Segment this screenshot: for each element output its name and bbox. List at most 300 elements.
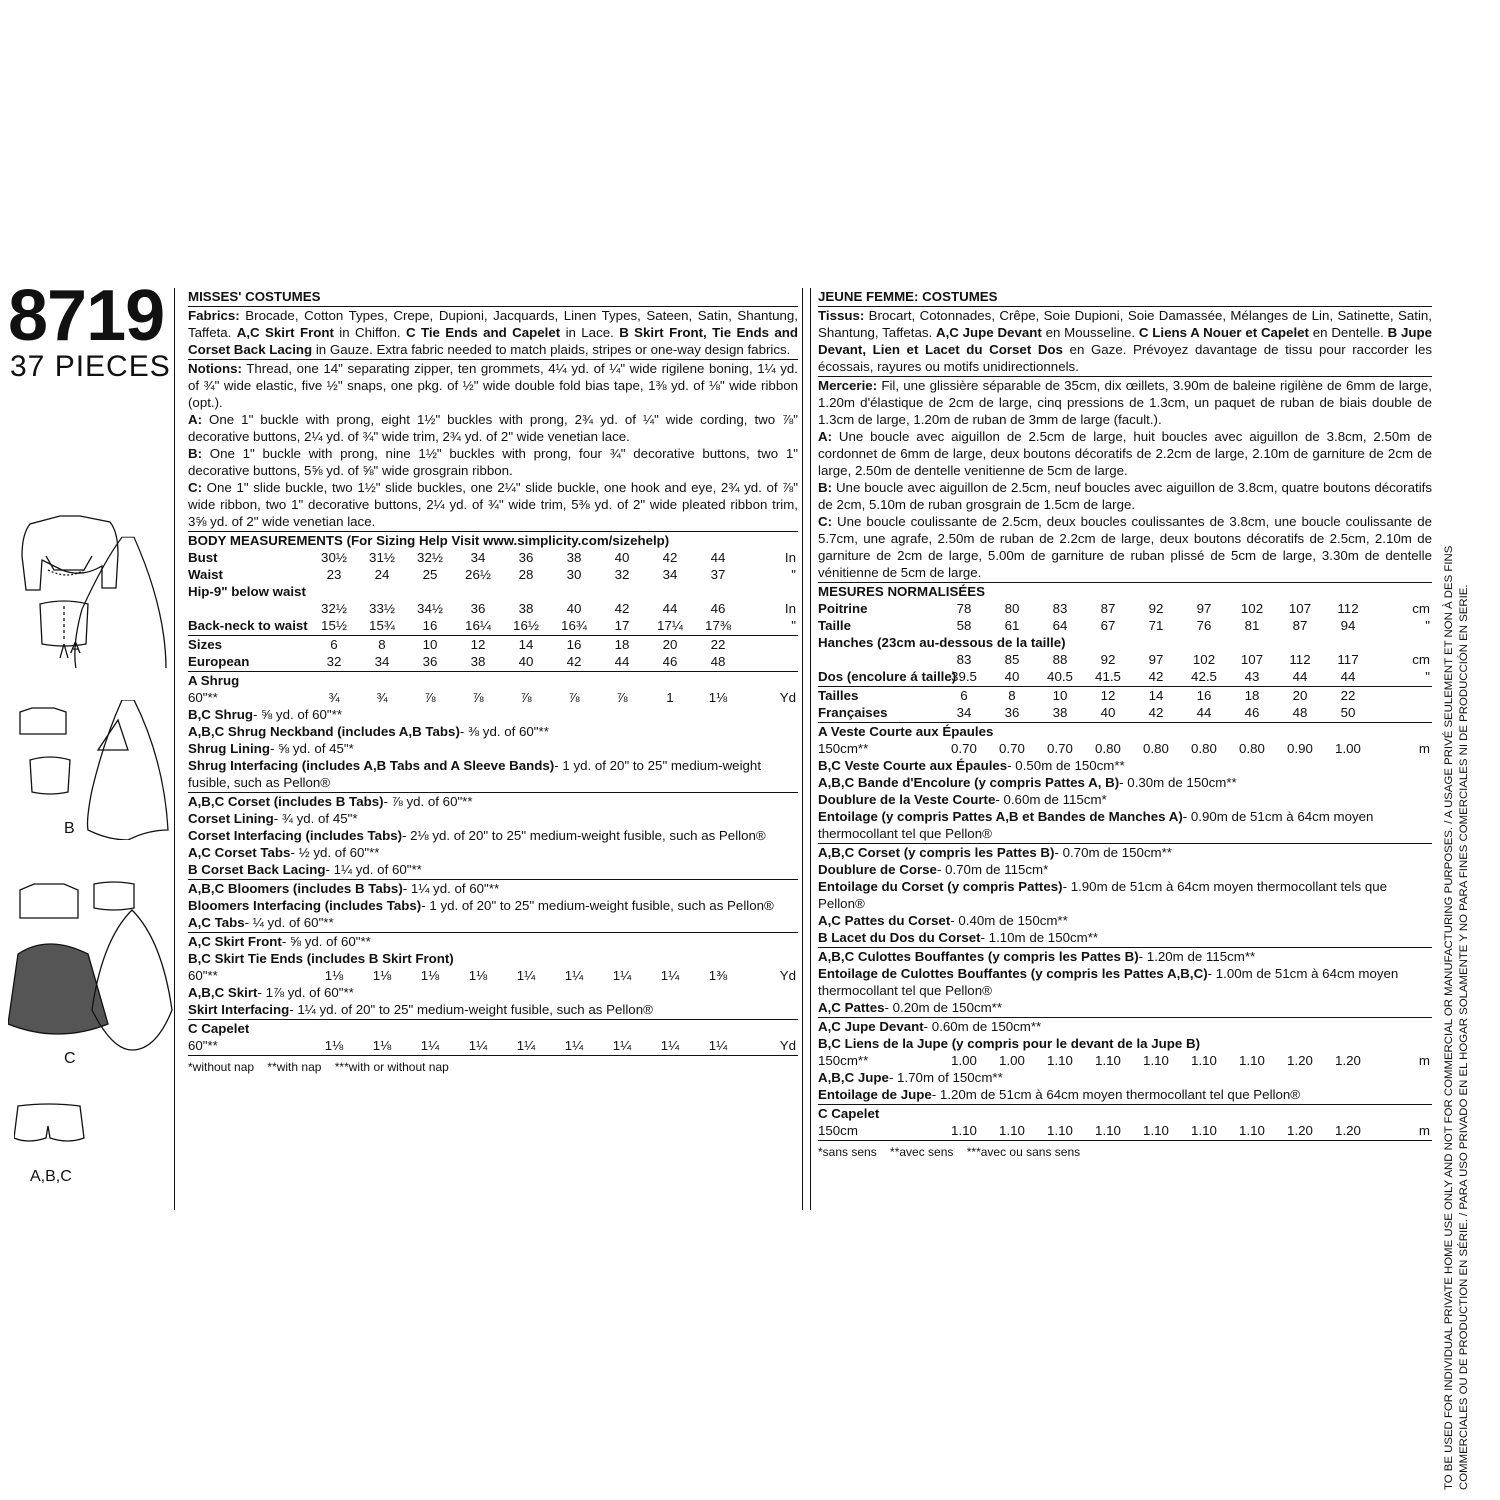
capelet-title: C Capelet [818, 1106, 880, 1121]
row-value: 1⅛ [468, 968, 488, 983]
row-value: 87 [1292, 618, 1308, 633]
row-value: 34 [470, 550, 486, 565]
body-text: - ⅝ yd. of 60"** [281, 934, 371, 949]
row-value: 107 [1288, 601, 1312, 616]
row-value: 61 [1004, 618, 1020, 633]
row-unit: Yd [779, 968, 796, 983]
corset-line [818, 929, 1432, 946]
row-label: 150cm** [818, 1053, 869, 1068]
row-value: 36 [470, 601, 486, 616]
row-unit: m [1418, 741, 1430, 756]
hip-row [188, 600, 798, 617]
row-value: 18 [614, 637, 630, 652]
bold-label: Tissus: [818, 308, 865, 323]
bloomers-line [188, 880, 798, 897]
back-neck-row [818, 668, 1432, 685]
row-value: 44 [710, 550, 726, 565]
row-value: 26½ [465, 567, 491, 582]
bust-row [188, 549, 798, 566]
notions-text [188, 411, 798, 445]
bold-label: A: [818, 429, 833, 444]
row-value: 20 [1292, 688, 1308, 703]
bold-label: C: [188, 480, 203, 495]
skirt-tie-row [818, 1052, 1432, 1069]
body-text: - ¼ yd. of 60"** [244, 915, 334, 930]
corset-block [188, 793, 798, 880]
row-value: 107 [1240, 652, 1264, 667]
corset-line [818, 912, 1432, 929]
row-value: 76 [1196, 618, 1212, 633]
bold-label: A,B,C Culottes Bouffantes (y compris les Pattes B) [818, 949, 1139, 964]
row-value: 46 [662, 654, 678, 669]
row-value: 1⅜ [708, 968, 728, 983]
skirt-line [188, 984, 798, 1001]
body-text: - ½ yd. of 60"** [290, 845, 380, 860]
sizes-block [818, 687, 1432, 723]
shrug-title: A Shrug [188, 673, 240, 688]
view-b-illustration [8, 700, 178, 840]
row-value: 1¼ [516, 1038, 536, 1053]
row-value: 32 [614, 567, 630, 582]
body-measurements-title: BODY MEASUREMENTS (For Sizing Help Visit www.simplicity.com/sizehelp) [188, 533, 670, 548]
row-value: 67 [1100, 618, 1116, 633]
body-text: Une boucle avec aiguillon de 2.5cm de large, huit boucles avec aiguillon de 3.8cm, 2.50m de cordonnet de 6mm de large, deux boutons décoratifs de 2.2cm de large, 2.10m de garniture de 2cm de large, 2.50m de dentelle venitienne de 5cm de large. [818, 429, 1432, 478]
row-value: ¾ [376, 690, 388, 705]
row-value: ¾ [328, 690, 340, 705]
row-value: 15½ [321, 618, 347, 633]
body-text: One 1" slide buckle, two 1½" slide buckles, one 2¼" slide buckle, one hook and eye, 2¾ yd. of ⅞" wide ribbon, two 1" decorative buttons, 2¼ yd. of ¾" wide trim, 5⅜ yd. of 2" wide pleated ribbon trim, 3⅝ yd. of 2" wide venetian lace. [188, 480, 798, 529]
row-value: 1¼ [564, 1038, 584, 1053]
body-text: - 0.90m de 51cm à 64cm moyen thermocollant tel que Pellon® [818, 809, 1374, 841]
view-a-illustration [8, 288, 178, 668]
hip-row [818, 651, 1432, 668]
body-text: - 0.60m de 150cm** [923, 1019, 1042, 1034]
row-value: 38 [470, 654, 486, 669]
row-value: 1⅛ [372, 1038, 392, 1053]
shrug-block [188, 672, 798, 793]
row-value: 1.20 [1335, 1123, 1361, 1138]
row-value: 28 [518, 567, 534, 582]
row-value: 16¼ [465, 618, 491, 633]
row-value: 1.10 [1239, 1053, 1265, 1068]
skirt-line [818, 1086, 1432, 1103]
bloomers-line [818, 948, 1432, 965]
row-value: 40 [518, 654, 534, 669]
corset-line [818, 861, 1432, 878]
row-label: 150cm** [818, 741, 869, 756]
bold-label: A,B,C Bloomers (includes B Tabs) [188, 881, 403, 896]
row-value: 41.5 [1095, 669, 1121, 684]
bold-label: A,B,C Corset (includes B Tabs) [188, 794, 384, 809]
bloomers-block [818, 948, 1432, 1018]
section-title [188, 288, 798, 307]
column-title: JEUNE FEMME: COSTUMES [818, 289, 998, 304]
row-unit: In [784, 601, 796, 616]
row-value: 15¾ [369, 618, 395, 633]
pattern-number: 8719 [8, 276, 165, 356]
bold-label: Corset Lining [188, 811, 274, 826]
body-text: - 1.00m de 51cm à 64cm moyen thermocollant tel que Pellon® [818, 966, 1399, 998]
row-value: 46 [1244, 705, 1260, 720]
row-value: 1¼ [660, 1038, 680, 1053]
corset-line [188, 844, 798, 861]
bloomers-line [188, 914, 798, 931]
row-value: 1⅛ [420, 968, 440, 983]
row-value: 37 [710, 567, 726, 582]
capelet-block [818, 1105, 1432, 1141]
row-value: 1.10 [1047, 1053, 1073, 1068]
bold-label: A,B,C Bande d'Encolure (y compris Pattes A, B) [818, 775, 1120, 790]
bold-label: Fabrics: [188, 308, 240, 323]
row-label: 150cm [818, 1123, 858, 1138]
bold-label: A,B,C Skirt [188, 985, 258, 1000]
shrug-line [188, 723, 798, 740]
bold-label: A,C Pattes du Corset [818, 913, 951, 928]
row-value: 1¼ [708, 1038, 728, 1053]
row-value: 78 [956, 601, 972, 616]
body-text: - 1.70m of 150cm** [888, 1070, 1003, 1085]
bold-label: Entoilage (y compris Pattes A,B et Bandes de Manches A) [818, 809, 1183, 824]
row-value: 1.10 [1143, 1123, 1169, 1138]
row-value: 32½ [321, 601, 347, 616]
row-label: 60"** [188, 1038, 218, 1053]
shrug-line [818, 774, 1432, 791]
row-value: 14 [1148, 688, 1164, 703]
row-value: 44 [662, 601, 678, 616]
bold-label: A,B,C Corset (y compris les Pattes B) [818, 845, 1055, 860]
column-title: MISSES' COSTUMES [188, 289, 321, 304]
row-value: 97 [1196, 601, 1212, 616]
shrug-line [818, 791, 1432, 808]
row-value: 42 [614, 601, 630, 616]
row-value: 102 [1192, 652, 1216, 667]
bold-label: Doublure de la Veste Courte [818, 792, 996, 807]
shrug-yardage-row [188, 689, 798, 706]
bloomers-line [188, 897, 798, 914]
row-value: 42.5 [1191, 669, 1217, 684]
bold-label: B: [818, 480, 833, 495]
row-value: 17¼ [657, 618, 683, 633]
row-value: 0.80 [1239, 741, 1265, 756]
body-text: Fil, une glissière séparable de 35cm, dix œillets, 3.90m de baleine rigilène de 6mm de large, 1.20m d'élastique de 2cm de large, cinq pressions de 1.3cm, un paquet de ruban de biais double de 1.3cm de large, 1.20m de ruban de 3mm de large (facult.). [818, 378, 1432, 427]
row-value: 32½ [417, 550, 443, 565]
skirt-block [818, 1018, 1432, 1105]
row-value: 102 [1240, 601, 1264, 616]
french-section [818, 288, 1432, 1161]
row-value: 34 [662, 567, 678, 582]
row-value: 1¼ [420, 1038, 440, 1053]
row-value: 1.10 [1191, 1053, 1217, 1068]
row-value: 18 [1244, 688, 1260, 703]
bold-label: B,C Veste Courte aux Épaules [818, 758, 1008, 773]
bold-label: Entoilage de Culottes Bouffantes (y compris les Pattes A,B,C) [818, 966, 1208, 981]
body-text: - 0.60m de 115cm* [995, 792, 1107, 807]
bold-label: B Jupe Devant, Lien et Lacet du Corset Dos [818, 325, 1433, 357]
body-measurements-title: MESURES NORMALISÉES [818, 584, 985, 599]
body-text: Une boucle coulissante de 2.5cm, deux boucles coulissantes de 3.8cm, une boucle coulissante de 5.7cm, une agrafe, 2.50m de ruban de 2.2cm de large, deux boutons décoratifs de 2.5cm, 2.10m de garniture de 2cm de large, 5.00m de garniture de ruban plissé de 5cm de large, 3.30m de dentelle vénitienne de 5cm de large. [818, 514, 1432, 580]
row-value: 1⅛ [324, 968, 344, 983]
row-label: Françaises [818, 705, 888, 720]
waist-row [188, 566, 798, 583]
row-value: 1.00 [951, 1053, 977, 1068]
bold-label: C Tie Ends and Capelet [405, 325, 561, 340]
row-unit: cm [1412, 652, 1430, 667]
section-title [818, 288, 1432, 307]
body-text: - ⅝ yd. of 45"* [269, 741, 354, 756]
bold-label: Shrug Lining [188, 741, 270, 756]
row-value: 43 [1244, 669, 1260, 684]
row-value: 30 [566, 567, 582, 582]
row-value: 1.00 [999, 1053, 1025, 1068]
row-value: 64 [1052, 618, 1068, 633]
row-value: 0.90 [1287, 741, 1313, 756]
row-label: European [188, 654, 250, 669]
row-value: 92 [1100, 652, 1116, 667]
body-measurements [818, 583, 1432, 687]
bust-row [818, 600, 1432, 617]
bold-label: A,C Tabs [188, 915, 245, 930]
row-value: 87 [1100, 601, 1116, 616]
row-value: ⅞ [424, 690, 436, 705]
row-value: 1.10 [951, 1123, 977, 1138]
bold-label: Doublure de Corse [818, 862, 937, 877]
row-value: 80 [1004, 601, 1020, 616]
row-value: 20 [662, 637, 678, 652]
body-text: - ⅞ yd. of 60"** [383, 794, 473, 809]
body-text: - 1 yd. of 20" to 25" medium-weight fusible, such as Pellon® [188, 758, 762, 790]
body-text: Thread, one 14" separating zipper, ten grommets, 4¼ yd. of ¼" wide rigilene boning, 1¼ yd. of ¾" wide elastic, five ½" snaps, one pkg. of ½" wide double fold bias tape, 1⅜ yd. of ⅛" wide ribbon (opt.). [188, 361, 798, 410]
view-label-abc: A,B,C [30, 1168, 72, 1185]
shrug-title: A Veste Courte aux Épaules [818, 724, 994, 739]
row-value: 71 [1148, 618, 1164, 633]
body-text: en Mousseline. [1041, 325, 1139, 340]
capelet-row [818, 1122, 1432, 1139]
row-unit: In [784, 550, 796, 565]
notions-text [818, 428, 1432, 479]
row-value: 12 [1100, 688, 1116, 703]
row-value: 34½ [417, 601, 443, 616]
english-section [188, 288, 798, 1076]
skirt-tie-title: B,C Skirt Tie Ends (includes B Skirt Front) [188, 951, 454, 966]
row-value: 0.80 [1191, 741, 1217, 756]
row-value: 1.20 [1287, 1053, 1313, 1068]
row-value: 36 [1004, 705, 1020, 720]
bloomers-line [818, 999, 1432, 1016]
row-value: 44 [614, 654, 630, 669]
bold-label: A,C Skirt Front [236, 325, 334, 340]
body-text: - 2⅛ yd. of 20" to 25" medium-weight fusible, such as Pellon® [402, 828, 766, 843]
row-value: 112 [1289, 652, 1311, 667]
skirt-line [188, 1001, 798, 1018]
row-value: 16½ [513, 618, 539, 633]
row-value: 17 [614, 618, 630, 633]
body-text: in Lace. [560, 325, 620, 340]
row-value: 10 [422, 637, 438, 652]
row-value: 42 [1148, 705, 1164, 720]
sizes-block [188, 636, 798, 672]
row-value: 44 [1292, 669, 1308, 684]
european-row [818, 704, 1432, 721]
body-text: - 1.90m de 51cm à 64cm moyen thermocollant tels que Pellon® [818, 879, 1388, 911]
notions-block [818, 377, 1432, 583]
shrug-line [188, 706, 798, 723]
row-value: 0.70 [951, 741, 977, 756]
capelet-block [188, 1020, 798, 1056]
row-value: 58 [956, 618, 972, 633]
skirt-tie-title: B,C Liens de la Jupe (y compris pour le devant de la Jupe B) [818, 1036, 1201, 1051]
body-text: en Gaze. Prévoyez davantage de tissu pour raccorder les écossais, rayures ou motifs unidirectionnels. [818, 342, 1432, 374]
fabrics-text [188, 307, 798, 358]
row-value: 1¼ [660, 968, 680, 983]
body-text: in Chiffon. [333, 325, 406, 340]
bold-label: A,B,C Jupe [818, 1070, 889, 1085]
notions-text [818, 479, 1432, 513]
sizes-row [188, 636, 798, 653]
row-value: 48 [1292, 705, 1308, 720]
bold-label: A,C Corset Tabs [188, 845, 291, 860]
hip-label: Hanches (23cm au-dessous de la taille) [818, 635, 1066, 650]
row-label: Tailles [818, 688, 859, 703]
corset-block [818, 844, 1432, 948]
fabrics-text [818, 307, 1432, 375]
row-unit: " [791, 618, 796, 633]
body-text: - 0.70m de 150cm** [1054, 845, 1172, 860]
bold-label: Corset Interfacing (includes Tabs) [188, 828, 403, 843]
center-divider-1 [802, 288, 803, 1210]
shrug-line [188, 757, 798, 791]
bold-label: B Skirt Front, Tie Ends and Corset Back Lacing [188, 325, 798, 357]
shrug-yardage-row [818, 740, 1432, 757]
row-value: 34 [374, 654, 390, 669]
bold-label: Shrug Interfacing (includes A,B Tabs and A Sleeve Bands) [188, 758, 555, 773]
shrug-line [188, 740, 798, 757]
row-value: 32 [326, 654, 342, 669]
row-value: 38 [566, 550, 582, 565]
row-value: 94 [1340, 618, 1356, 633]
bold-label: A,C Skirt Front [188, 934, 282, 949]
bold-label: B: [188, 446, 203, 461]
view-abc-illustration [14, 1100, 94, 1150]
view-label-b: B [64, 820, 75, 837]
back-neck-row [188, 617, 798, 634]
bold-label: A,B,C Shrug Neckband (includes A,B Tabs) [188, 724, 460, 739]
row-value: 0.70 [1047, 741, 1073, 756]
row-value: 1⅛ [372, 968, 392, 983]
row-value: 16 [1196, 688, 1212, 703]
row-value: 1¼ [612, 1038, 632, 1053]
body-text: - 1⅞ yd. of 60"** [257, 985, 354, 1000]
row-value: 1.00 [1335, 741, 1361, 756]
body-text: - ¾ yd. of 45"* [273, 811, 358, 826]
bold-label: B,C Shrug [188, 707, 254, 722]
bold-label: C Liens A Nouer et Capelet [1138, 325, 1309, 340]
row-label: Back-neck to waist [188, 618, 308, 633]
row-value: 31½ [369, 550, 395, 565]
piece-count: 37 PIECES [10, 350, 171, 383]
row-value: 46 [710, 601, 726, 616]
body-text: - 0.70m de 115cm* [936, 862, 1049, 877]
body-text: Brocade, Cotton Types, Crepe, Dupioni, Jacquards, Linen Types, Sateen, Satin, Shantung, Taffeta. [188, 308, 798, 340]
row-value: ⅞ [568, 690, 580, 705]
row-unit: cm [1412, 601, 1430, 616]
bold-label: A,C Pattes [818, 1000, 885, 1015]
body-text: in Gauze. Extra fabric needed to match plaids, stripes or one-way design fabrics. [312, 342, 791, 357]
row-value: 50 [1340, 705, 1356, 720]
row-value: 1⅛ [708, 690, 728, 705]
corset-line [188, 810, 798, 827]
row-unit: " [1425, 669, 1430, 684]
skirt-block [188, 933, 798, 1020]
usage-notice [1442, 250, 1488, 1490]
center-divider-2 [810, 288, 811, 1210]
skirt-front-line [188, 933, 798, 950]
bold-label: Skirt Interfacing [188, 1002, 290, 1017]
row-value: 1.10 [1047, 1123, 1073, 1138]
row-value: 1.10 [999, 1123, 1025, 1138]
notions-text [188, 479, 798, 530]
row-value: 83 [956, 652, 972, 667]
body-text: - 0.30m de 150cm** [1119, 775, 1237, 790]
body-text: Brocart, Cotonnades, Crêpe, Soie Dupioni, Soie Damassée, Mélanges de Lin, Satinette, Satin, Shantung, Taffetas. [818, 308, 1432, 340]
body-text: - 1 yd. of 20" to 25" medium-weight fusible, such as Pellon® [421, 898, 774, 913]
view-c-illustration [8, 880, 178, 1060]
body-text: Une boucle avec aiguillon de 2.5cm, neuf boucles avec aiguillon de 3.8cm, quatre boutons décoratifs de 2cm, 5.10m de ruban grosgrain de 1.5cm de large. [818, 480, 1432, 512]
capelet-row [188, 1037, 798, 1054]
row-value: ⅞ [472, 690, 484, 705]
row-value: 1.10 [1143, 1053, 1169, 1068]
row-value: ⅞ [616, 690, 628, 705]
row-value: 42 [662, 550, 678, 565]
row-unit: " [791, 567, 796, 582]
row-value: 85 [1004, 652, 1020, 667]
row-unit: Yd [779, 1038, 796, 1053]
row-value: 16 [566, 637, 582, 652]
body-text: One 1" buckle with prong, eight 1½" buckles with prong, 2¾ yd. of ¼" wide cording, two ⅞" decorative buttons, 2¼ yd. of ¾" wide trim, 2¾ yd. of 2" wide venetian lace. [188, 412, 798, 444]
row-value: 1 [666, 690, 674, 705]
row-label: 60"** [188, 968, 218, 983]
row-value: 22 [710, 637, 726, 652]
row-value: 36 [422, 654, 438, 669]
row-value: 81 [1244, 618, 1260, 633]
row-unit: m [1418, 1053, 1430, 1068]
row-value: 97 [1148, 652, 1164, 667]
row-value: 36 [518, 550, 534, 565]
row-value: 14 [518, 637, 534, 652]
row-value: 42 [566, 654, 582, 669]
footnote: *without nap **with nap ***with or without nap [188, 1060, 449, 1074]
view-label-a: A [70, 640, 81, 657]
row-value: 83 [1052, 601, 1068, 616]
row-value: 42 [1148, 669, 1164, 684]
row-value: 10 [1052, 688, 1068, 703]
bold-label: C: [818, 514, 833, 529]
shrug-block [818, 723, 1432, 844]
row-value: 1.10 [1239, 1123, 1265, 1138]
row-value: 0.70 [999, 741, 1025, 756]
body-text: - 1¼ yd. of 60"** [325, 862, 422, 877]
row-value: 40 [614, 550, 630, 565]
row-value: 40.5 [1047, 669, 1073, 684]
row-value: 1.20 [1287, 1123, 1313, 1138]
row-value: 1.10 [1095, 1123, 1121, 1138]
bold-label: Bloomers Interfacing (includes Tabs) [188, 898, 422, 913]
row-label: Taille [818, 618, 852, 633]
body-text: - 1.20m de 51cm à 64cm moyen thermocollant tel que Pellon® [931, 1087, 1301, 1102]
bold-label: Mercerie: [818, 378, 878, 393]
bold-label: Notions: [188, 361, 242, 376]
row-value: 0.80 [1095, 741, 1121, 756]
view-label-c: C [64, 1050, 76, 1067]
